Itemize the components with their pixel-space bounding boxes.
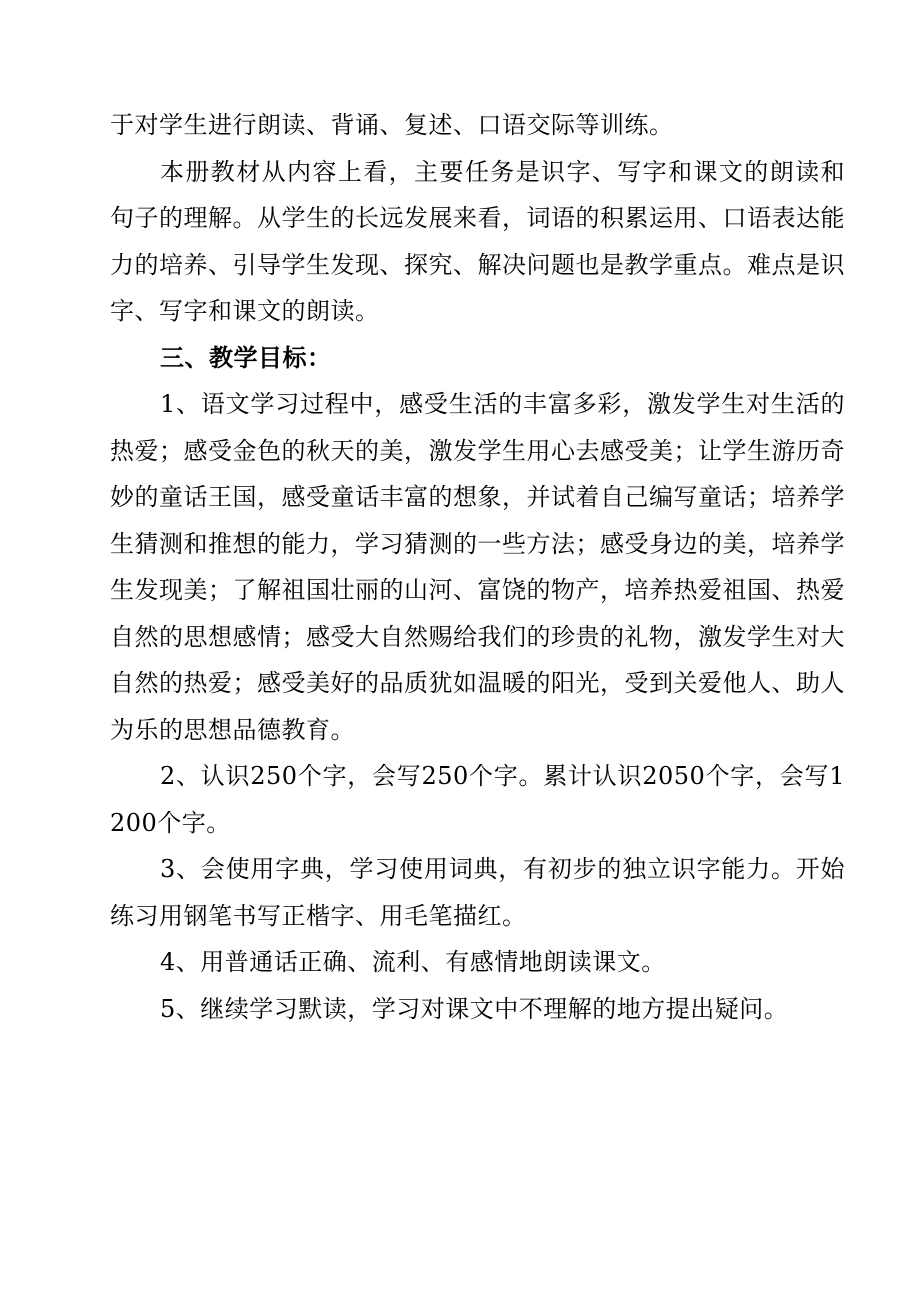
goal-item-3: 3、会使用字典，学习使用词典，有初步的独立识字能力。开始练习用钢笔书写正楷字、用毛笔描红。 — [110, 855, 845, 930]
section-heading-teaching-goals: 三、教学目标： — [160, 342, 332, 372]
document-page — [110, 102, 845, 1032]
goal-item-5: 5、继续学习默读，学习对课文中不理解的地方提出疑问。 — [160, 994, 789, 1023]
goal-item-4: 4、用普通话正确、流利、有感情地朗读课文。 — [160, 948, 666, 976]
goal-item-2: 2、认识250个字，会写250个字。累计认识2050个字，会写1200个字。 — [110, 762, 845, 837]
paragraph-content-focus: 本册教材从内容上看，主要任务是识字、写字和课文的朗读和句子的理解。从学生的长远发展来看，词语的积累运用、口语表达能力的培养、引导学生发现、探究、解决问题也是教学重点。难点是识字、写字和课文的朗读。 — [110, 157, 845, 325]
paragraph-continuation: 于对学生进行朗读、背诵、复述、口语交际等训练。 — [110, 111, 674, 139]
goal-item-1: 1、语文学习过程中，感受生活的丰富多彩，激发学生对生活的热爱；感受金色的秋天的美，激发学生用心去感受美；让学生游历奇妙的童话王国，感受童话丰富的想象，并试着自己编写童话；培养学生猜测和推想的能力，学习猜测的一些方法；感受身边的美，培养学生发现美；了解祖国壮丽的山河、富饶的物产，培养热爱祖国、热爱自然的思想感情；感受大自然赐给我们的珍贵的礼物，激发学生对大自然的热爱；感受美好的品质犹如温暖的阳光，受到关爱他人、助人为乐的思想品德教育。 — [110, 390, 845, 744]
